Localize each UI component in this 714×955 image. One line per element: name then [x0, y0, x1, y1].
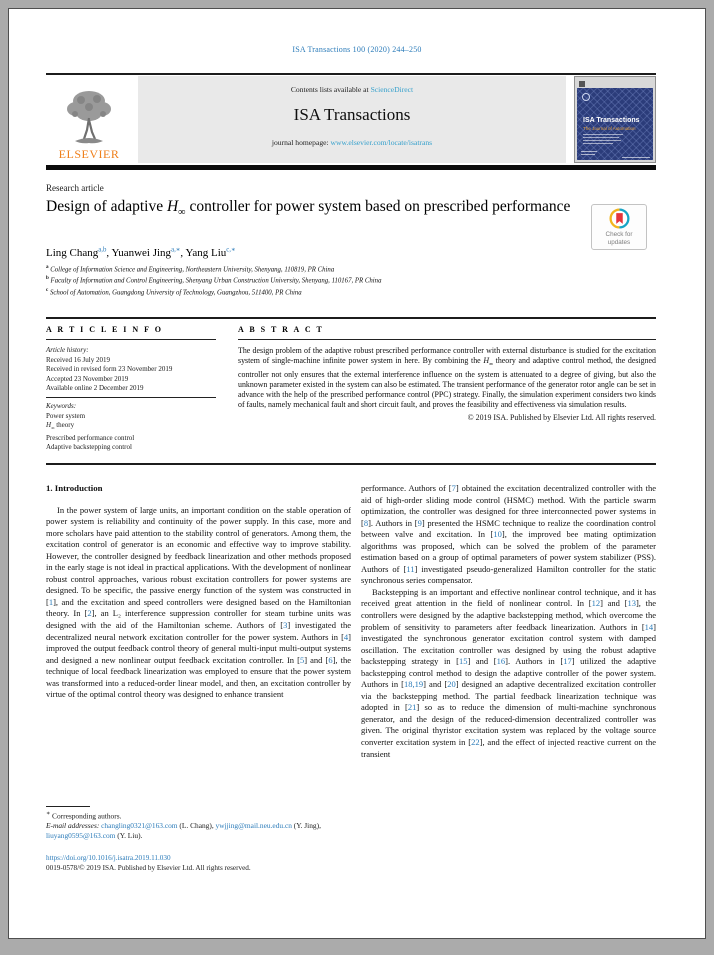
- citation-link[interactable]: 16: [496, 656, 506, 667]
- journal-title: ISA Transactions: [293, 105, 411, 124]
- cover-text-line: [583, 134, 623, 135]
- citation-link[interactable]: 20: [447, 679, 456, 690]
- issn-copyright-line: 0019-0578/© 2019 ISA. Published by Elsevier Ltd. All rights reserved.: [46, 864, 251, 872]
- cover-text-line: [622, 157, 650, 158]
- cover-text-line: [583, 137, 619, 138]
- keyword: Prescribed performance control: [46, 433, 135, 442]
- corresponding-authors-note: ∗ Corresponding authors.: [46, 811, 122, 821]
- keywords-label: Keywords:: [46, 402, 77, 411]
- cover-text-line: [581, 154, 595, 155]
- info-divider: [46, 397, 216, 398]
- article-info-heading: A R T I C L E I N F O: [46, 325, 163, 334]
- cover-text-line: [583, 140, 621, 141]
- paper-page: [8, 8, 706, 939]
- citation-link[interactable]: 17: [563, 656, 572, 667]
- abstract-text: The design problem of the adaptive robust prescribed performance controller with external disturbance is studied for the excitation system of single-machine infinite power system in here. By combining the $H_\infty$ theory and adaptive control method, the designed controller not only ensures that the external interference influence on the system is attenuated to a degree of giving, but also the unknown parameter existed in the system can also be estimated. The transient performance of the generator rotor angle can be set in advance with the help of the prescribed performance control (PPC) strategy. Finally, the simulation experiment considers two kinds of faults, namely mechanical fault and short circuit fault, and proves the feasibility and effectiveness via simulation results.: [238, 346, 656, 409]
- email-link[interactable]: ywjjing@mail.neu.edu.cn: [215, 821, 292, 831]
- citation-link[interactable]: 7: [451, 483, 456, 493]
- article-info-column: [46, 325, 216, 453]
- contents-line: Contents lists available at ScienceDirect: [290, 85, 414, 94]
- heading-rule: [46, 339, 216, 340]
- badge-text: Check for updates: [605, 231, 633, 246]
- citation-link[interactable]: 15: [458, 656, 468, 667]
- citation-link[interactable]: 22: [471, 737, 480, 748]
- elsevier-logo: [46, 76, 132, 163]
- affiliation: $^a$ College of Information Science and Engineering, Northeastern University, Shenyang, 110819, PR China: [46, 264, 335, 274]
- citation-link[interactable]: 4: [343, 631, 349, 642]
- journal-banner: [138, 76, 566, 163]
- footnote-rule: [46, 806, 90, 807]
- isa-emblem-icon: [582, 93, 590, 101]
- crossmark-icon: [609, 208, 630, 229]
- citation-link[interactable]: 9: [417, 517, 422, 528]
- email-link[interactable]: changling0321@163.com: [101, 821, 178, 831]
- abstract-column: [238, 325, 656, 453]
- cover-title: ISA Transactions: [583, 117, 640, 124]
- footnote: [46, 806, 351, 841]
- section-rule: [46, 317, 656, 319]
- homepage-link[interactable]: www.elsevier.com/locate/isatrans: [330, 138, 433, 147]
- email-addresses-note: E-mail addresses: changling0321@163.com (L. Chang), ywjjing@mail.neu.edu.cn (Y. Jing), liuyang0595@163.com (Y. Liu).: [46, 821, 321, 841]
- history-label: Article history:: [46, 346, 89, 355]
- elsevier-wordmark: ELSEVIER: [58, 147, 120, 161]
- history-item: Available online 2 December 2019: [46, 383, 144, 392]
- citation-link[interactable]: 5: [299, 654, 305, 665]
- author: Ling Chang$^{a,b}$,: [46, 246, 112, 259]
- top-rule: [46, 73, 656, 75]
- journal-citation: ISA Transactions 100 (2020) 244–250: [292, 45, 422, 54]
- author: Yuanwei Jing$^{a,∗}$,: [111, 246, 186, 259]
- author-affiliation-sup[interactable]: c,∗: [226, 246, 236, 253]
- doi-link[interactable]: https://doi.org/10.1016/j.isatra.2019.11.030: [46, 854, 171, 862]
- introduction-heading: 1. Introduction: [46, 483, 103, 493]
- cover-art: [577, 88, 653, 160]
- abstract-heading: A B S T R A C T: [238, 325, 324, 334]
- affiliation: $^c$ School of Automation, Guangdong University of Technology, Guangzhou, 511400, PR China: [46, 286, 302, 296]
- intro-paragraph: performance. Authors of [7] obtained the excitation decentralized controller with the aid of high-order sliding mode control (HSMC) method. With the particle swarm optimization, the controller was designed for three interconnected power systems in [8]. Authors in [9] presented the HSMC technique to realize the coordination control between valve and excitation. In [10], the improved bee mating optimization algorithms was proposed, which can be solved the problem of the parameter estimation based on a group of optimal parameters of power system stabilizer (PSS). Authors of [11] investigated pseudo-generalized Hamilton controller for the static synchronous series compensator.: [361, 483, 656, 586]
- intro-paragraph: Backstepping is an important and effective nonlinear control technique, and it has received great attention in the field of nonlinear control. In [12] and [13], the controllers were designed by the adaptive backstepping method, which overcome the problem of sensitivity to parameters after feedback linearization. Authors in [14] investigated the synchronous generator excitation control system with damped oscillation. The excitation controller was designed by using the robust adaptive backstepping strategy in [15] and [16]. Authors in [17] utilized the adaptive backstepping control method to design the adaptive controller of the power system. Authors in [18,19] and [20] designed an adaptive decentralized excitation controller via the backstepping method. The partial feedback linearization technique was adopted in [21] so as to reduce the dimension of multi-machine synchronous generator, and the design of the reduced-dimension decentralized controller was given. The original thyristor excitation system was replaced by the voltage source converter excitation system in [22], and the effect of injected reactive current on the transient: [361, 586, 656, 759]
- sciencedirect-link[interactable]: ScienceDirect: [370, 85, 414, 94]
- intro-paragraph: In the power system of large units, an important condition on the stable operation of power system is reliability and continuity of the power supply. In this case, more and more scholars have paid attention to the stability control of generators. Among them, the excitation control of generator is an economic and effective way to improve stability. However, the controller designed by feedback linearization and other methods proposed in the early stage is not ideal in practical applications. With the development of nonlinear robust control approaches, various robust excitation controllers for power systems are designed. To be specific, the passive energy function of the system was constructed in [1], and the excitation and speed controllers were designed based on the Hamiltonian theory. In [2], an L₂ interference suppression controller for steam turbine units was designed with the aid of the Hamiltonian scheme. Authors of [3] investigated the decentralized neural network excitation controller for the power system. Authors in [4] improved the output feedback control theory of general multi-input multi-output systems and designed a new nonlinear output feedback excitation controller. In [5] and [6], the technique of local feedback linearization was employed to ensure that the power system was transformed into a reduced-order linear model, and then, an excitation controller by virtue of the optimal control theory was designed to enhance transient: [46, 504, 352, 700]
- body-left-column: [46, 483, 351, 701]
- author-affiliation-sup[interactable]: a,b: [98, 246, 107, 253]
- abstract-copyright: © 2019 ISA. Published by Elsevier Ltd. All rights reserved.: [467, 412, 656, 422]
- history-item: Received in revised form 23 November 2019: [46, 365, 173, 374]
- citation-link[interactable]: 3: [283, 620, 288, 631]
- homepage-line: journal homepage: www.elsevier.com/locate/isatrans: [271, 138, 433, 147]
- journal-header: [46, 76, 656, 163]
- citation-link[interactable]: 21: [407, 702, 417, 713]
- cover-text-line: [581, 151, 597, 152]
- paper-title: Design of adaptive $H_\infty$ controller for power system based on prescribed performance: [46, 198, 571, 219]
- elsevier-tree-icon: [63, 88, 115, 146]
- heading-rule: [238, 339, 656, 340]
- citation-link[interactable]: 12: [591, 598, 601, 609]
- footer: [46, 853, 251, 873]
- affiliations: [46, 263, 381, 297]
- keyword: Power system: [46, 411, 86, 420]
- citation-link[interactable]: 10: [493, 529, 502, 540]
- keyword: $H_\infty$ theory: [46, 421, 75, 432]
- authors-line: [46, 245, 236, 259]
- citation-link[interactable]: 8: [363, 517, 369, 528]
- history-item: Received 16 July 2019: [46, 355, 110, 364]
- history-item: Accepted 23 November 2019: [46, 374, 129, 383]
- keyword: Adaptive backstepping control: [46, 443, 132, 452]
- check-for-updates-badge[interactable]: [591, 204, 647, 250]
- header-divider-bar: [46, 165, 656, 170]
- journal-cover-thumbnail[interactable]: [574, 76, 656, 163]
- cover-publisher-mark: [579, 81, 585, 87]
- cover-subtitle: The Journal of Automation: [583, 126, 636, 131]
- author: Yang Liu$^{c,∗}$: [185, 246, 236, 259]
- section-rule: [46, 463, 656, 465]
- body-right-column: [361, 483, 656, 760]
- meta-section: [46, 325, 656, 453]
- citation-link[interactable]: 18,19: [404, 679, 424, 690]
- cover-text-line: [583, 143, 613, 144]
- article-type-label: Research article: [46, 183, 104, 193]
- cover-top-band: [577, 79, 653, 88]
- citation-link[interactable]: 6: [328, 654, 333, 665]
- author-affiliation-sup[interactable]: a,∗: [171, 246, 181, 253]
- affiliation: $^b$ Faculty of Information and Control Engineering, Shenyang Urban Construction University, Shenyang, 110167, PR China: [46, 275, 382, 285]
- citation-link[interactable]: 14: [644, 621, 654, 632]
- citation-link[interactable]: 11: [406, 563, 415, 574]
- citation-link[interactable]: 13: [627, 598, 636, 609]
- doi-line: [46, 853, 251, 863]
- citation-link[interactable]: 2: [87, 608, 92, 619]
- email-link[interactable]: liuyang0595@163.com: [46, 831, 116, 841]
- citation-link[interactable]: 1: [48, 596, 54, 607]
